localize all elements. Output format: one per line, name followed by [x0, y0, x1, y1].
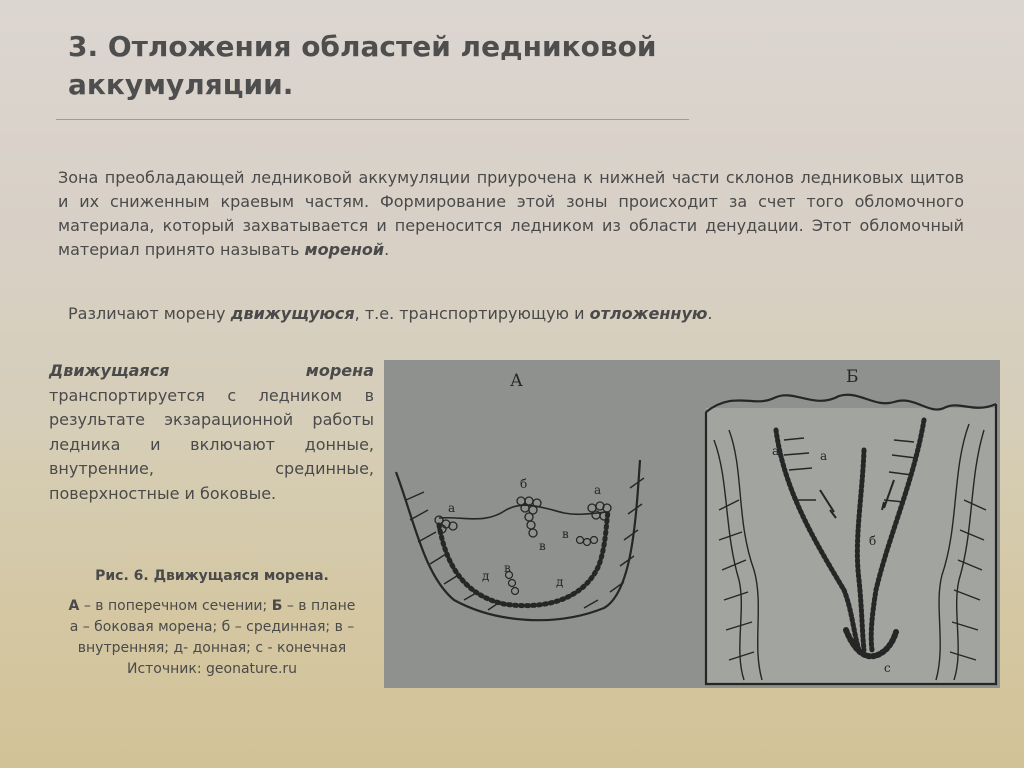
caption-legend: а – боковая морена; б – срединная; в – внутренняя; д- донная; с - конечная: [69, 619, 355, 656]
label-b-plan: б: [869, 534, 877, 548]
caption-title: Рис. 6. Движущаяся морена.: [95, 568, 329, 584]
figure-caption: [44, 566, 380, 680]
distinguish-text-2: , т.е. транспортирующую и: [354, 304, 590, 323]
intro-paragraph: [58, 166, 964, 262]
moraine-figure: [384, 360, 1000, 688]
distinguish-text-3: .: [707, 304, 713, 323]
label-d-bottom-2: д: [556, 575, 564, 589]
label-d-bottom-1: д: [482, 569, 490, 583]
label-v-internal-3: в: [504, 561, 511, 575]
intro-end: .: [384, 240, 390, 259]
label-v-internal-2: в: [562, 527, 569, 541]
label-a-plan-2: а: [820, 449, 828, 463]
caption-a-text: – в поперечном сечении;: [79, 598, 272, 614]
title-underline: [56, 119, 689, 120]
moraine-illustration: [384, 360, 1000, 688]
label-b-medial: б: [520, 477, 528, 491]
label-v-internal-1: в: [539, 539, 546, 553]
term-moraine: мореной: [304, 240, 385, 259]
caption-source: Источник: geonature.ru: [126, 661, 298, 677]
label-a-plan-1: а: [772, 444, 780, 458]
panel-b-plan-view: [706, 367, 996, 684]
panel-b-label: Б: [846, 367, 859, 387]
label-a-lateral-right: а: [594, 483, 602, 497]
distinguish-paragraph: [68, 302, 968, 326]
term-moving-moraine: Движущаяся морена: [49, 361, 374, 380]
caption-b-text: – в плане: [282, 598, 356, 614]
label-c-terminal: с: [884, 661, 891, 675]
caption-views: [44, 596, 380, 617]
panel-a-label: А: [510, 371, 523, 391]
moving-moraine-description: [49, 359, 374, 506]
caption-b-label: Б: [271, 598, 283, 614]
caption-a-label: А: [68, 598, 80, 614]
label-a-lateral-left: а: [448, 501, 456, 515]
term-moving: движущуюся: [230, 304, 355, 323]
distinguish-text-1: Различают морену: [68, 304, 231, 323]
term-deposited: отложенную: [589, 304, 708, 323]
intro-text: Зона преобладающей ледниковой аккумуляции приурочена к нижней части склонов ледниковых щитов и их сниженным краевым частям. Формирование этой зоны происходит за счет того обломочного материала, который захватывается и переносится ледником из области денудации. Этот обломочный материал принято называть: [58, 168, 964, 259]
moving-moraine-text: транспортируется с ледником в результате экзарационной работы ледника и включают донные, внутренние, срединные, поверхностные и боковые.: [49, 385, 374, 503]
slide-title: 3. Отложения областей ледниковой аккумуляции.: [68, 30, 657, 101]
